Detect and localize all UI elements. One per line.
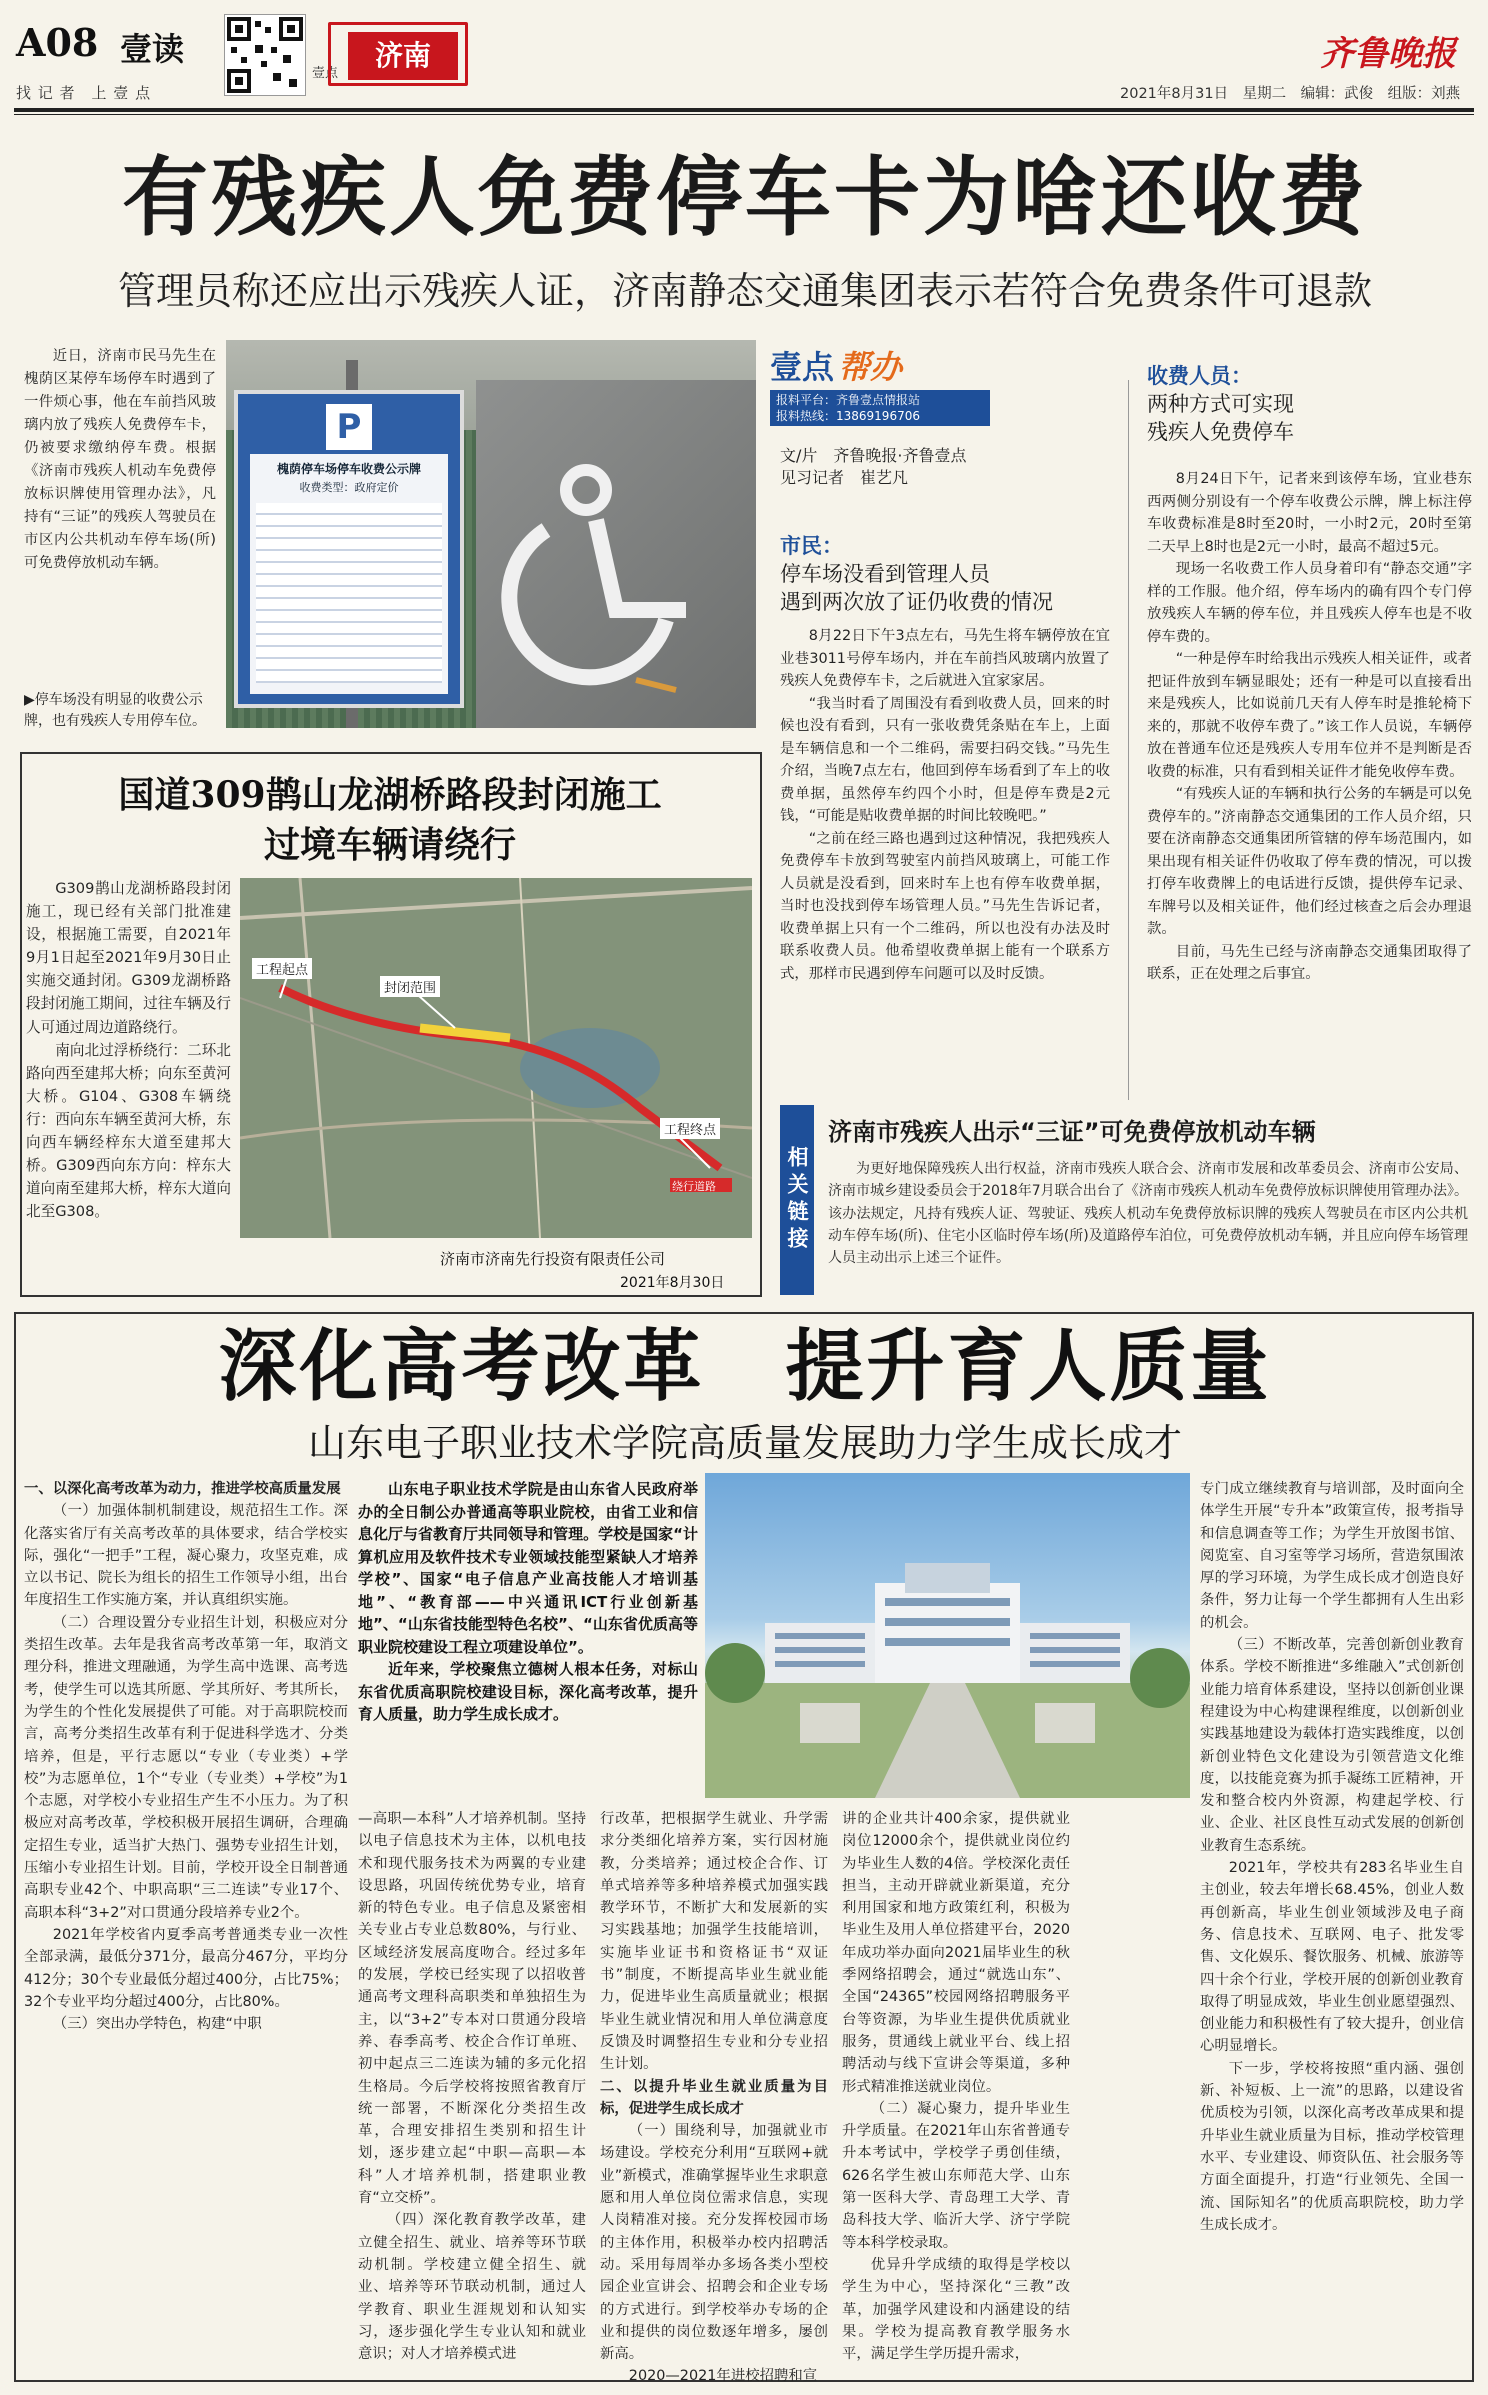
citizen-text (780, 625, 1110, 985)
col-para: （四）深化教育教学改革，建立健全招生、就业、培养等环节联动机制。学校建立健全招生、就业、培养等环节联动机制，通过人学教育、职业生涯规划和认知实习，逐步强化学生专业认知和就业意识；对人才培养模式进 (358, 2212, 586, 2363)
staff-para: “一种是停车时给我出示残疾人相关证件，或者把证件放到车辆显眼处；还有一种是可以直接看出来是残疾人，比如说前几天有人停车时是推轮椅下来的，那就不收停车费了。”该工作人员说，车辆停放在普通车位还是残疾人专用车位并不是判断是否收费的标准，只有看到相关证件才能免收停车费。 (1147, 651, 1472, 780)
byline (780, 445, 966, 489)
citizen-label: 市民： (780, 534, 843, 558)
citizen-block (780, 530, 1120, 616)
col-para: （三）突出办学特色，构建“中职 (52, 2016, 262, 2033)
col-para: （二）凝心聚力，提升毕业生升学质量。在2021年山东省普通专升本考试中，学校学子勇创佳绩，626名学生被山东师范大学、山东第一医科大学、青岛理工大学、青岛科技大学、临沂大学、济宁学院等本科学校录取。 (842, 2100, 1070, 2251)
staff-para: 8月24日下午，记者来到该停车场，宜业巷东西两侧分别设有一个停车收费公示牌，牌上标注停车收费标准是8时至20时，一小时2元，20时至第二天早上8时也是2元一小时，最高不超过5元。 (1147, 471, 1472, 555)
col-para: —高职—本科”人才培养机制。坚持以电子信息技术为主体，以机电技术和现代服务技术为两翼的专业建设思路，巩固传统优势专业，培育新的特色专业。电子信息及紧密相关专业占专业总数80%，与行业、区域经济发展高度吻合。经过多年的发展，学校已经实现了以招收普通高考文理科高职类和单独招生为主，以“3+2”专本对口贯通分段培养、春季高考、校企合作订单班、初中起点三二连读为辅的多元化招生格局。今后学校将按照省教育厅统一部署，不断深化分类招生改革，合理安排招生类别和招生计划，逐步建立起“中职—高职—本科”人才培养机制，搭建职业教育“立交桥”。 (358, 1811, 586, 2207)
col-para: 专门成立继续教育与培训部，及时面向全体学生开展“专升本”政策宣传，报考指导和信息调查等工作；为学生开放图书馆、阅览室、自习室等学习场所，营造氛围浓厚的学习环境，为学生成长成才创造良好条件，努力让每一个学生都拥有人生出彩的机会。 (1200, 1481, 1464, 1631)
staff-para: 现场一名收费工作人员身着印有“静态交通”字样的工作服。他介绍，停车场内的确有四个专门停放残疾人车辆的停车位，并且残疾人停车也是不收停车费的。 (1147, 561, 1472, 645)
citizen-para: “之前在经三路也遇到过这种情况，我把残疾人免费停车卡放到驾驶室内前挡风玻璃上，可能工作人员就是没看到，回来时车上也有停车收费单据，当时也没找到停车场管理人员。”马先生告诉记者，收费单据上只有一个二维码，所以也没有办法及时联系收费人员。他希望收费单据上能有一个联系方式，那样市民遇到停车问题可以及时反馈。 (780, 830, 1110, 982)
intro-para: 近年来，学校聚焦立德树人根本任务，对标山东省优质高职院校建设目标，深化高考改革，提升育人质量，助力学生成长成才。 (358, 1660, 698, 1723)
column-divider (1128, 380, 1129, 1100)
story1-subhead: 管理员称还应出示残疾人证，济南静态交通集团表示若符合免费条件可退款 (117, 269, 1372, 313)
paper-logo: 齐鲁晚报 (1320, 34, 1456, 74)
byline-line2: 见习记者 崔艺凡 (780, 468, 909, 487)
road-notice-text (26, 877, 231, 1223)
story1-headline: 有残疾人免费停车卡为啥还收费 (122, 147, 1368, 248)
staff-label: 收费人员： (1147, 364, 1252, 388)
staff-text (1147, 468, 1472, 986)
related-title: 济南市残疾人出示“三证”可免费停放机动车辆 (828, 1118, 1316, 1146)
staff-title: 两种方式可实现 残疾人免费停车 (1147, 392, 1294, 444)
road-sig-date: 2021年8月30日 (620, 1275, 725, 1291)
qr-caption: 壹点 (312, 66, 339, 81)
help-logo (770, 342, 990, 424)
byline-line1: 文/片 齐鲁晚报·齐鲁壹点 (780, 446, 967, 465)
sign-sub: 收费类型：政府定价 (299, 481, 399, 494)
parking-p-icon: P (326, 404, 372, 450)
logo-mark: 壹点 (770, 348, 835, 386)
wheelchair-icon (476, 380, 756, 728)
date-line: 2021年8月31日 星期二 编辑：武俊 组版：刘燕 (1120, 86, 1461, 102)
parking-photo (226, 340, 756, 728)
col-para: （一）围绕利导，加强就业市场建设。学校充分利用“互联网+就业”新模式，准确掌握毕业生求职意愿和用人单位岗位需求信息，实现人岗精准对接。充分发挥校园市场的主体作用，积极举办校内招聘活动。采用每周举办多场各类小型校园企业宣讲会、招聘会和企业专场的方式进行。到学校举办专场的企业和提供的岗位数逐年增多，屡创新高。 (600, 2123, 828, 2363)
wheelchair-pavement (476, 380, 756, 728)
col-para: 2021年，学校共有283名毕业生自主创业，较去年增长68.45%，创业人数再创新高，毕业生创业领域涉及电子商务、信息技术、互联网、电子、批发零售、文化娱乐、餐饮服务、机械、旅游等四十余个行业，学校开展的创新创业教育取得了明显成效，毕业生创业愿望强烈、创业能力和积极性有了较大提升，创业信心明显增长。 (1200, 1860, 1464, 2055)
story3-frame-left (14, 1312, 16, 2382)
story3-frame-top (14, 1312, 1474, 1314)
section-tag: 济南 (348, 32, 458, 80)
intro-para: 山东电子职业技术学院是由山东省人民政府举办的全日制公办普通高等职业院校，由省工业和信息化厅与省教育厅共同领导和管理。学校是国家“计算机应用及软件技术专业领域技能型紧缺人才培养学校”、国家“电子信息产业高技能人才培训基地”、“教育部——中兴通讯ICT行业创新基地”、“山东省技能型特色名校”、“山东省优质高等职业院校建设工程立项建设单位”。 (358, 1480, 698, 1656)
col-para: 2021年学校省内夏季高考普通类专业一次性全部录满，最低分371分，最高分467分，平均分412分；30个专业最低分超过400分，占比75%；32个专业平均分超过400分，占比80%。 (24, 1926, 348, 2010)
col-para: 行改革，把根据学生就业、升学需求分类细化培养方案，实行因材施教，分类培养；通过校企合作、订单式培养等多种培养模式加强实践教学环节，不断扩大和发展新的实习实践基地；加强学生技能培训，实施毕业证书和资格证书“双证书”制度，不断提高毕业生就业能力，促进毕业生高质量就业；根据毕业生就业情况和用人单位满意度反馈及时调整招生专业和分专业招生计划。 (600, 1811, 828, 2073)
slogan: 找 记 者 上 壹 点 (16, 84, 152, 102)
col-para: 2020—2021年进校招聘和宣 (628, 2368, 818, 2385)
fee-notice-board (234, 390, 464, 708)
logo-line1: 报料平台：齐鲁壹点情报站 (776, 393, 921, 407)
col-para: 下一步，学校将按照“重内涵、强创新、补短板、上一流”的思路，以建设省优质校为引领，以深化高考改革成果和提升毕业生就业质量为目标，推动学校管理水平、专业建设、师资队伍、社会服务等方面全面提升，打造“行业领先、全国一流、国际知名”的优质高职院校，助力学生成长成才。 (1200, 2060, 1464, 2233)
logo-info (770, 390, 990, 426)
road-para: 南向北过浮桥绕行：二环北路向西至建邦大桥；向东至黄河大桥。G104、G308车辆绕行：西向东车辆至黄河大桥，东向西车辆经梓东大道至建邦大桥。G309西向东方向：梓东大道向南至建邦大桥，梓东大道向北至G308。 (26, 1041, 231, 1221)
sign-title: 槐荫停车场停车收费公示牌 (276, 462, 421, 476)
story3-col4 (842, 1808, 1070, 2365)
related-text: 为更好地保障残疾人出行权益，济南市残疾人联合会、济南市发展和改革委员会、济南市公安局、济南市城乡建设委员会于2018年7月联合出台了《济南市残疾人机动车免费停放标识牌使用管理办法》。该办法规定，凡持有残疾人证、驾驶证、残疾人机动车免费停放标识牌的残疾人驾驶员在市区内公共机动车停车场(所)、住宅小区临时停车场(所)及道路停车泊位，可免费停放机动车辆，并且应向停车场管理人员主动出示上述三个证件。 (828, 1161, 1468, 1267)
section-heading: 一、以深化高考改革为动力，推进学校高质量发展 (24, 1481, 341, 1497)
qr-code-icon (224, 14, 306, 96)
story3-col5 (1200, 1478, 1464, 2236)
story1-lead (24, 345, 216, 575)
staff-para: “有残疾人证的车辆和执行公务的车辆是可以免费停车的。”济南静态交通集团的工作人员介绍，只要在济南静态交通集团所管辖的停车场范围内，如果出现有相关证件仍收取了停车费的情况，可以拨打停车收费牌上的电话进行反馈，提供停车记录、车牌号以及相关证件，他们经过核查之后会办理退款。 (1147, 786, 1472, 937)
citizen-title: 停车场没看到管理人员 遇到两次放了证仍收费的情况 (780, 562, 1053, 614)
related-label: 相关链接 (780, 1105, 814, 1295)
story3-intro (358, 1478, 698, 1726)
section-heading: 二、以提升毕业生就业质量为目标，促进学生成长成才 (600, 2078, 828, 2117)
lead-paragraph: 近日，济南市民马先生在槐荫区某停车场停车时遇到了一件烦心事，他在车前挡风玻璃内放了残疾人免费停车卡，仍被要求缴纳停车费。根据《济南市残疾人机动车免费停放标识牌使用管理办法》，凡持有“三证”的残疾人驾驶员在市区内公共机动车停车场(所)可免费停放机动车辆。 (24, 348, 216, 571)
col-para: （三）不断改革，完善创新创业教育体系。学校不断推进“多维融入”式创新创业能力培育体系建设，坚持以创新创业课程建设为中心构建课程维度，以创新创业实践基地建设为载体打造实践维度，以创新创业特色文化建设为引领营造文化维度，以技能竞赛为抓手凝练工匠精神，开发和整合校内外资源，构建起学校、行业、企业、社区良性互动式发展的创新创业教育生态系统。 (1200, 1637, 1464, 1854)
col-para: 讲的企业共计400余家，提供就业岗位12000余个，提供就业岗位约为毕业生人数的4倍。学校深化责任担当，主动开辟就业新渠道，充分利用国家和地方政策红利，积极为毕业生及用人单位搭建平台，2020年成功举办面向2021届毕业生的秋季网络招聘会，通过“就选山东”、全国“24365”校园网络招聘服务平台等资源，为毕业生提供优质就业服务，贯通线上就业平台、线上招聘活动与线下宣讲会等渠道，多种形式精准推送就业岗位。 (842, 1811, 1070, 2095)
story3-col2 (358, 1808, 586, 2365)
map-label-end: 工程终点 (660, 1118, 720, 1139)
col-para: （一）加强体制机制建设，规范招生工作。深化落实省厅有关高考改革的具体要求，结合学校实际，强化“一把手”工程，凝心聚力，攻坚克难，成立以书记、院长为组长的招生工作领导小组，出台年度招生工作实施方案，并认真组织实施。 (24, 1503, 348, 1609)
logo-line2: 报料热线：13869196706 (776, 409, 920, 423)
staff-block (1147, 360, 1467, 446)
story3-frame-right (1472, 1312, 1474, 2382)
header-rule (14, 108, 1474, 112)
citizen-para: “我当时看了周围没有看到收费人员，回来的时候也没有看到，只有一张收费凭条贴在车上，上面是车辆信息和一个二维码，需要扫码交钱。”马先生介绍，当晚7点左右，他回到停车场看到了车上的收费单据，虽然停车约四个小时，但是停车费是2元钱，“可能是贴收费单据的时间比较晚吧。” (780, 695, 1110, 824)
citizen-para: 8月22日下午3点左右，马先生将车辆停放在宜业巷3011号停车场内，并在车前挡风玻璃内放置了残疾人免费停车卡，之后就进入宜家家居。 (780, 628, 1110, 689)
map-label-start: 工程起点 (252, 958, 312, 979)
col-para: 优异升学成绩的取得是学校以学生为中心，坚持深化“三教”改革，加强学风建设和内涵建设的结果。学校为提高教育教学服务水平，满足学生学历提升需求， (842, 2256, 1070, 2363)
story3-subhead: 山东电子职业技术学院高质量发展助力学生成长成才 (307, 1421, 1182, 1465)
story3-headline: 深化高考改革 提升育人质量 (218, 1321, 1272, 1412)
map-label-route: 绕行道路 (672, 1180, 716, 1193)
fee-notice-card (250, 454, 448, 694)
header-rule-thin (14, 114, 1474, 115)
logo-text (1070, 342, 1120, 343)
col-para: （二）合理设置分专业招生计划，积极应对分类招生改革。去年是我省高考改革第一年，取消文理分科，推进文理融通，为学生高中选课、高考选考，使学生可以选其所愿、学其所好、考其所长，为学生的个性化发展提供了可能。对于高职院校而言，高考分类招生改革有利于促进科学选才、分类培养，但是，平行志愿以“专业（专业类）+学校”为志愿单位，1个“专业（专业类）+学校”为1个志愿，对学校小专业招生产生不小压力。为了积极应对高考改革，学校积极开展招生调研，合理确定招生专业，适当扩大热门、强势专业招生计划，压缩小专业招生计划。目前，学校开设全日制普通高职专业42个、中职高职“三二连读”专业17个、高职本科“3+2”对口贯通分段培养专业2个。 (24, 1614, 348, 1921)
staff-para: 目前，马先生已经与济南静态交通集团取得了联系，正在处理之后事宜。 (1147, 943, 1472, 982)
photo-caption: ▶停车场没有明显的收费公示牌，也有残疾人专用停车位。 (24, 692, 206, 729)
map-label-closed: 封闭范围 (380, 976, 440, 997)
story3-col3 (600, 1808, 828, 2388)
road-para: G309鹊山龙湖桥路段封闭施工，现已经有关部门批准建设，根据施工需要，自2021年9月1日起至2021年9月30日止实施交通封闭。G309龙湖桥路段封闭施工期间，过往车辆及行人可通过周边道路绕行。 (26, 880, 231, 1036)
section-name: 壹读 (120, 30, 185, 68)
story3-col1 (24, 1478, 348, 2035)
page-number: A08 (16, 20, 99, 65)
logo-mark-help: 帮办 (838, 348, 903, 386)
road-notice-headline: 国道309鹊山龙湖桥路段封闭施工 过境车辆请绕行 (118, 774, 662, 866)
road-signature: 济南市济南先行投资有限责任公司 (440, 1250, 666, 1268)
road-map (240, 878, 752, 1238)
campus-photo (705, 1473, 1190, 1798)
